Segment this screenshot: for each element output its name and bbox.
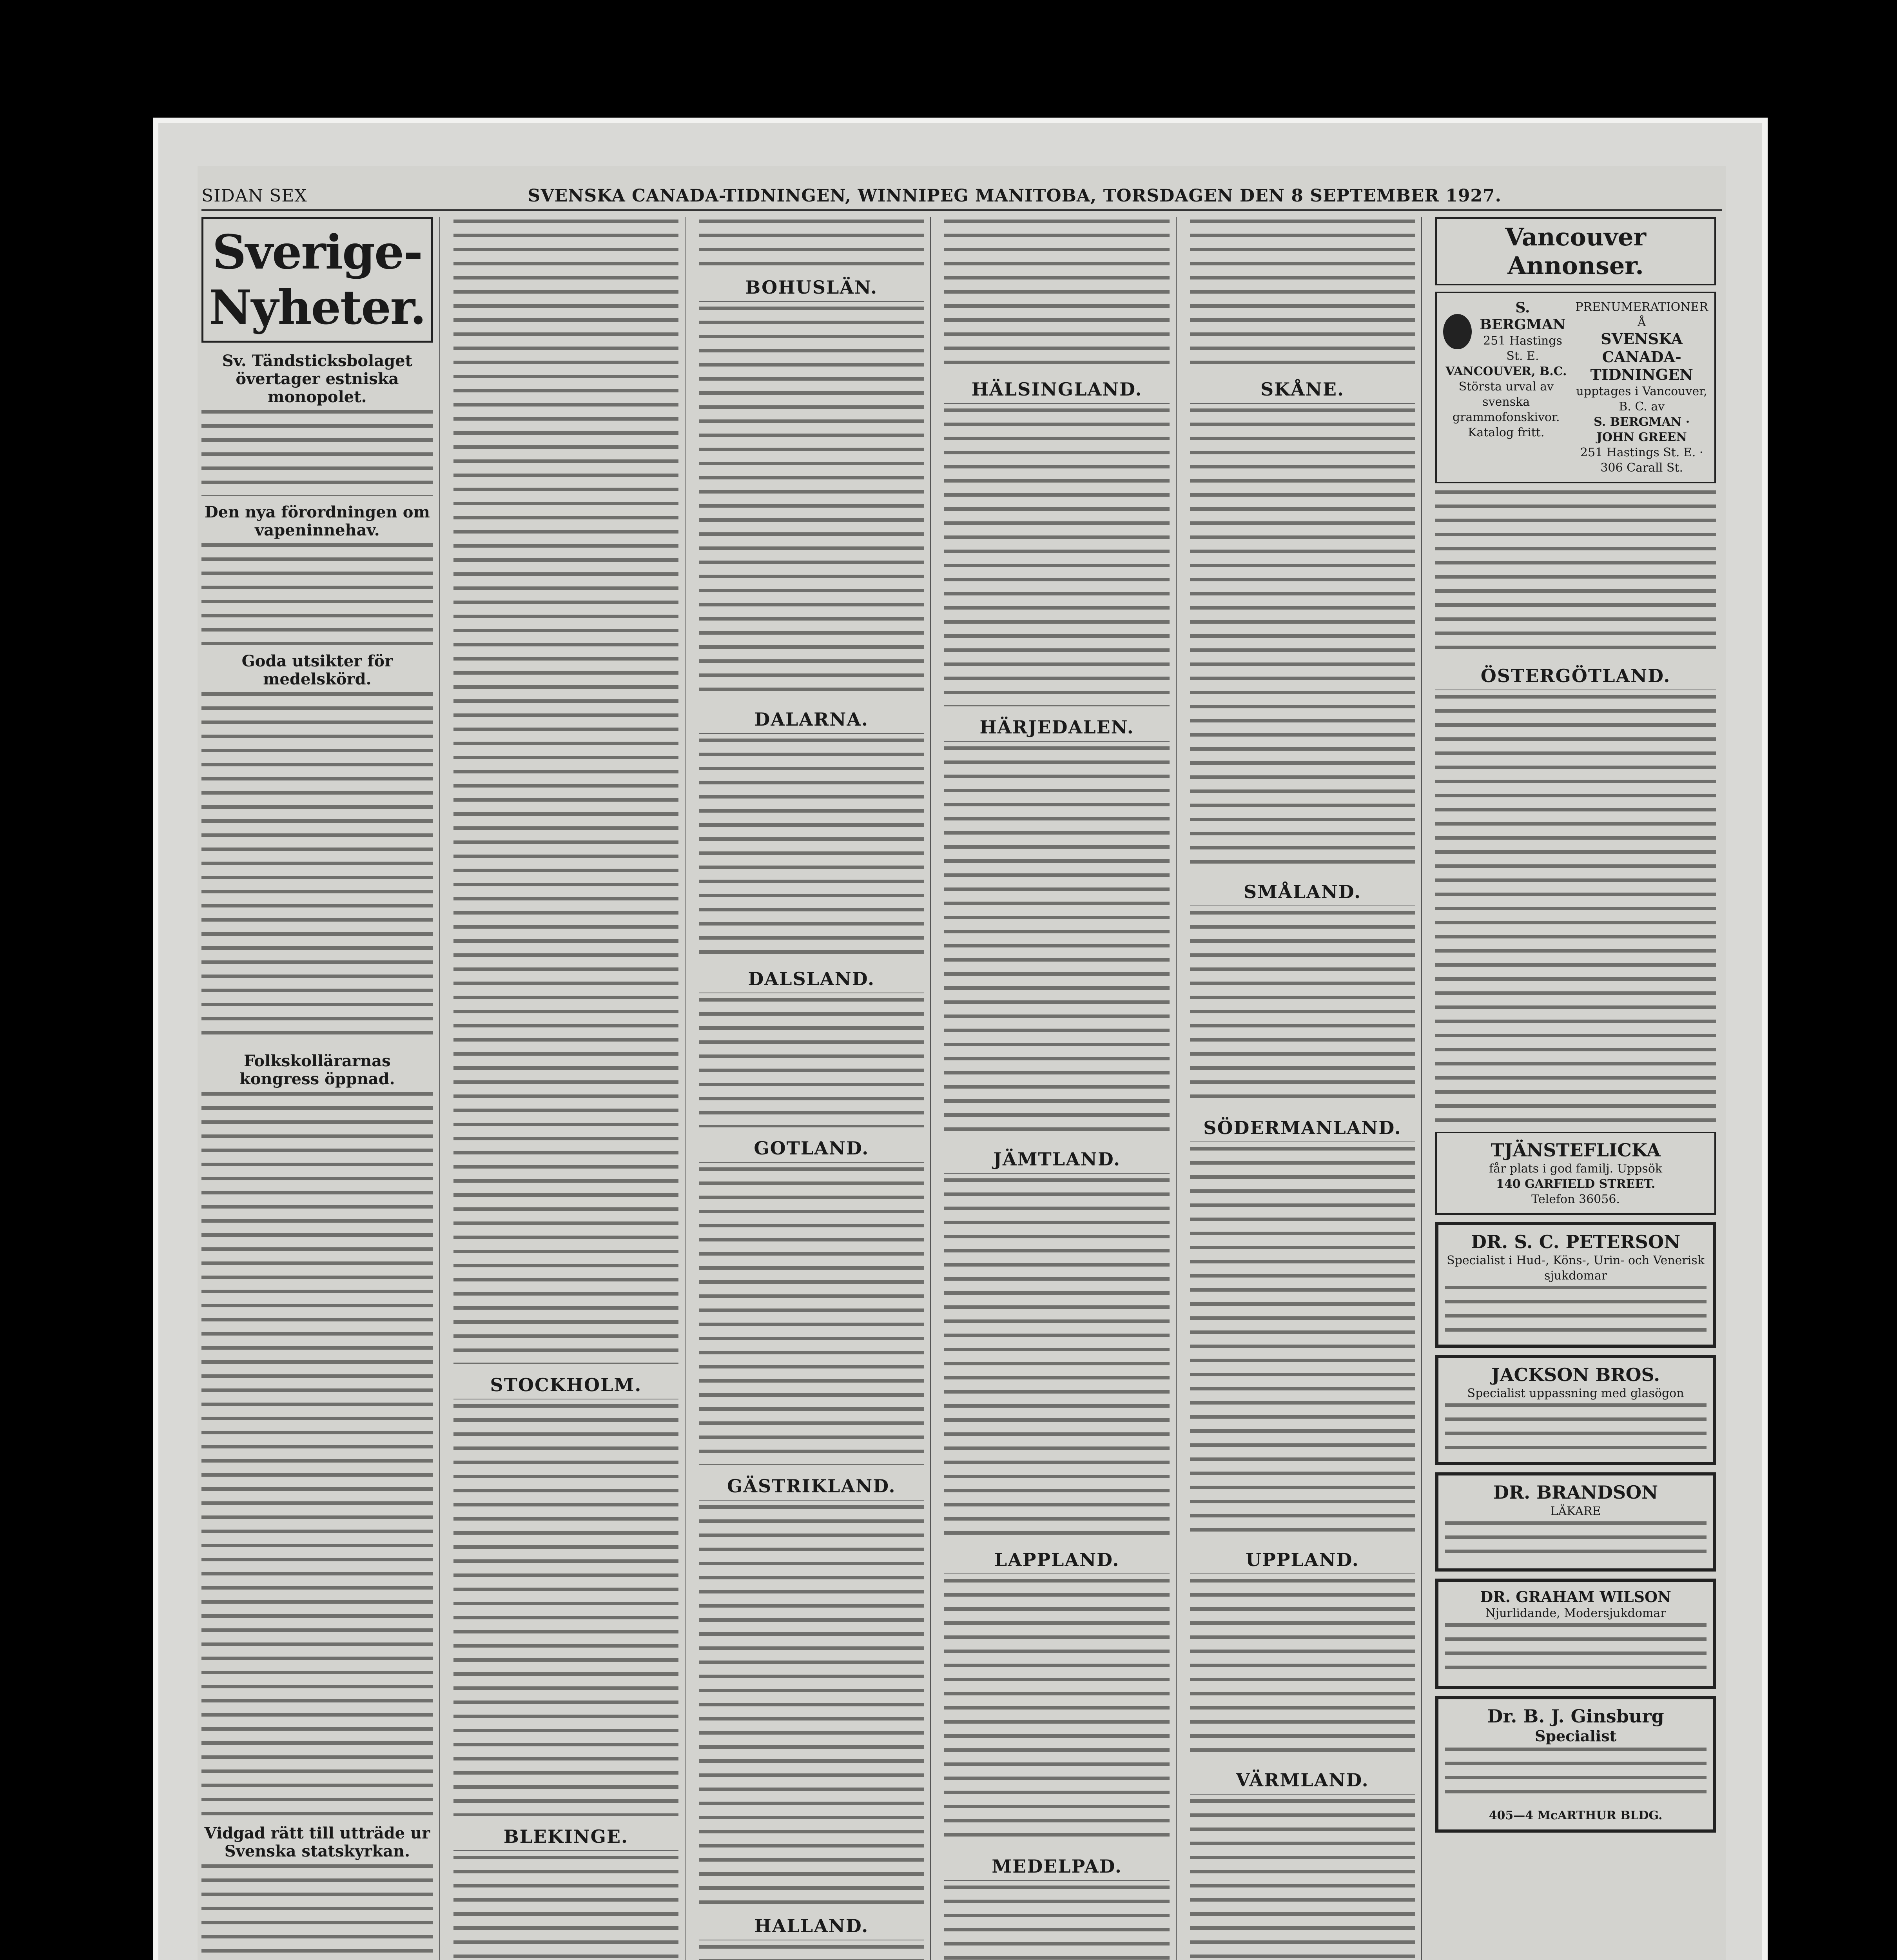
column-4 [944,217,1176,1960]
article-body [944,408,1169,706]
ginsburg-ad [1435,1696,1716,1833]
ad-line: Specialist uppassning med glasögon [1467,1387,1684,1401]
column-5 [1190,217,1422,1960]
region-heading-gastrikland: GÄSTRIKLAND. [699,1475,924,1501]
ad-name: DR. GRAHAM WILSON [1480,1588,1671,1606]
ad-city: VANCOUVER, B.C. [1445,365,1567,379]
region-heading-halland: HALLAND. [699,1915,924,1940]
ad-tagline: Katalog fritt. [1468,426,1545,440]
ad-line: 140 GARFIELD STREET. [1496,1177,1656,1191]
ad-body [1445,1623,1707,1674]
microfilm-frame [153,118,1768,1960]
region-heading-dalsland: DALSLAND. [699,968,924,993]
region-heading-medelpad: MEDELPAD. [944,1856,1169,1881]
column-1 [201,217,440,1960]
article-body [201,692,433,1045]
region-heading-lappland: LAPPLAND. [944,1549,1169,1574]
article-headline: Folkskollärarnas kongress öppnad. [239,1052,395,1088]
article-body [453,1404,678,1816]
ad-name: SVENSKA CANADA-TIDNINGEN [1590,330,1693,384]
article-body [1190,911,1415,1107]
ads-title: Vancouver Annonser. [1435,217,1716,285]
ad-line: Njurlidande, Modersjukdomar [1485,1606,1666,1621]
region-heading-varmland: VÄRMLAND. [1190,1769,1415,1795]
region-heading-smaland: SMÅLAND. [1190,881,1415,906]
ad-address: 251 Hastings St. E. [1483,334,1562,363]
record-logo-icon [1443,314,1471,349]
ad-heading: PRENUMERATIONER Å [1575,300,1708,329]
article-headline: Sv. Tändsticksbolaget övertager estniska monopolet. [222,352,413,406]
region-heading-dalarna: DALARNA. [699,709,924,734]
ad-body [1445,1286,1707,1333]
article-body [1435,490,1716,655]
wilson-ad [1435,1579,1716,1690]
ad-tagline: svenska grammofonskivor. [1452,395,1560,425]
ad-address: 306 Carall St. [1600,461,1683,475]
ad-name: S. BERGMAN [1480,299,1566,333]
region-heading-stockholm: STOCKHOLM. [453,1374,678,1399]
region-heading-gotland: GOTLAND. [699,1138,924,1163]
ad-specialty: Specialist [1534,1727,1617,1745]
column-3 [699,217,931,1960]
region-heading-bohuslan: BOHUSLÄN. [699,277,924,302]
article-body [1190,1799,1415,1960]
article-body [1190,1579,1415,1759]
column-2 [453,217,686,1960]
ad-line: LÄKARE [1550,1504,1601,1518]
ad-line: upptages i Vancouver, B. C. av [1576,384,1707,414]
article-body [699,739,924,958]
jackson-ad [1435,1355,1716,1465]
ad-address: 405—4 McARTHUR BLDG. [1489,1808,1663,1822]
article-body [944,746,1169,1138]
article-body [201,543,433,645]
section-title: Sverige-Nyheter. [209,225,426,335]
ad-tagline: Största urval av [1458,380,1554,394]
article-body [699,1505,924,1905]
masthead [201,182,1722,211]
article-headline: Vidgad rätt till utträde ur Svenska statskyrkan. [204,1824,430,1860]
article-body [1190,220,1415,368]
article-body [944,220,1169,368]
columns [201,217,1722,1960]
ad-line: Specialist i Hud-, Köns-, Urin- och Venerisk sjukdomar [1447,1254,1705,1283]
ad-address: 251 Hastings St. E. [1580,445,1696,459]
bergman-ad: S. BERGMAN 251 Hastings St. E. VANCOUVER, B.C. Största urval av svenska grammofonskivor. Katalog fritt. PRENUMERATIONER Å SVENSKA CANADA-TIDNINGEN upptages i Vancouver, B. C. av S. BERGMAN · JOHN GREEN 251 Hastings St. E. · 306 Carall St. [1435,292,1716,483]
article-body [944,1886,1169,1960]
peterson-ad [1435,1222,1716,1348]
ad-agent: S. BERGMAN [1594,415,1682,429]
ad-name: TJÄNSTEFLICKA [1491,1139,1661,1161]
article-body [201,1092,433,1817]
ad-body [1445,1521,1707,1557]
ad-agent: JOHN GREEN [1596,430,1687,444]
article-body [699,998,924,1127]
ad-body [1445,1403,1707,1450]
article-body [453,1856,678,1960]
article-body [453,220,678,1364]
region-heading-halsingland: HÄLSINGLAND. [944,379,1169,404]
article-body [699,307,924,699]
ad-name: DR. S. C. PETERSON [1471,1231,1681,1252]
article-body [699,220,924,267]
section-title-box [201,217,433,343]
region-heading-uppland: UPPLAND. [1190,1549,1415,1574]
ad-name: DR. BRANDSON [1493,1482,1658,1503]
article-body [699,1167,924,1465]
article-body [699,1945,924,1960]
region-heading-ostergotland: ÖSTERGÖTLAND. [1435,665,1716,690]
region-heading-sodermanland: SÖDERMANLAND. [1190,1117,1415,1142]
region-heading-blekinge: BLEKINGE. [453,1826,678,1851]
newspaper-dateline: SVENSKA CANADA-TIDNINGEN, WINNIPEG MANITOBA, TORSDAGEN DEN 8 SEPTEMBER 1927. [528,185,1502,206]
article-body [944,1579,1169,1846]
ad-name: Dr. B. J. Ginsburg [1487,1706,1664,1727]
article-body [201,410,433,496]
region-heading-jamtland: JÄMTLAND. [944,1149,1169,1174]
region-heading-skane: SKÅNE. [1190,379,1415,404]
article-headline: Den nya förordningen om vapeninnehav. [204,503,430,539]
article-body [1435,695,1716,1126]
ad-name: JACKSON BROS. [1491,1364,1660,1386]
newspaper-page [198,166,1726,1960]
ad-body [1445,1748,1707,1802]
tjanstflicka-ad [1435,1132,1716,1215]
ad-line: Telefon 36056. [1531,1192,1620,1206]
page-label: SIDAN SEX [201,185,307,206]
column-6 [1435,217,1722,1960]
region-heading-harjedalen: HÄRJEDALEN. [944,717,1169,742]
article-headline: Goda utsikter för medelskörd. [241,652,393,688]
ad-line: får plats i god familj. Uppsök [1489,1161,1663,1176]
brandson-ad [1435,1472,1716,1571]
article-body [944,1178,1169,1539]
article-body [201,1864,433,1960]
article-body [1190,1147,1415,1539]
article-body [1190,408,1415,871]
